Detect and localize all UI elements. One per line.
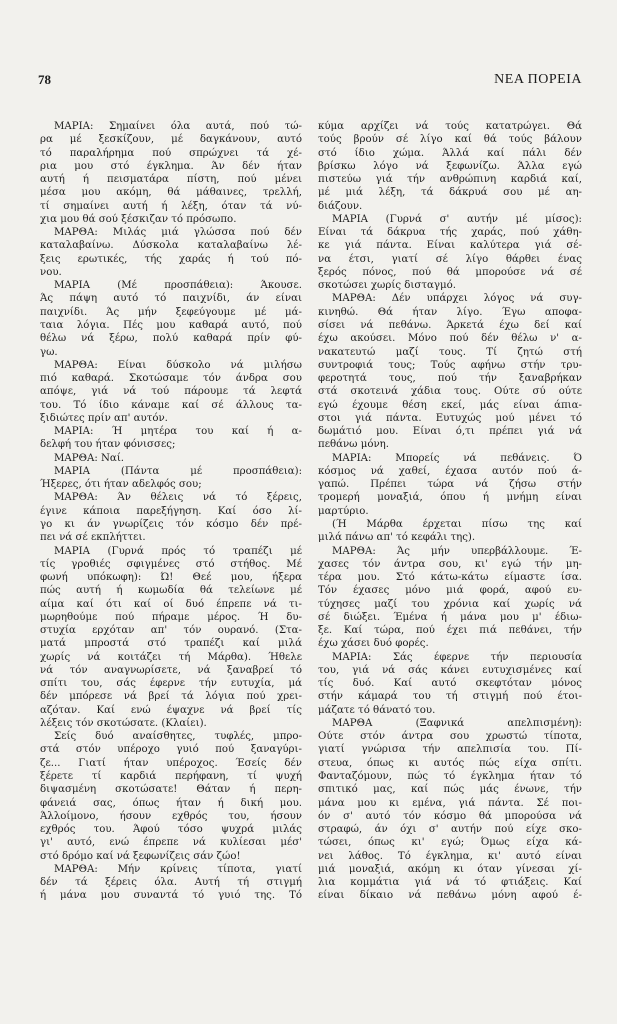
text-line: πιστεύω γιά τήν ανθρώπινη καρδιά καί, [318,174,582,186]
text-line: γω. [40,346,58,358]
text-line: φεροτητά τους, πού τήν ξαναβρήκαν [318,373,582,385]
text-line: βρίσκω λόγο νά ξεφωνίζω. Άλλα εγώ [318,160,582,172]
text-line: μωρηθούμε πού πήραμε μέρος. Ή δυ- [40,611,302,623]
text-line: πεθάνω μόνη. [318,439,390,451]
text-line: δωμάτιό μου. Είναι ό,τι πρέπει γιά νά [318,426,582,438]
text-line: αυτή ή πεισματάρα πίστη, πού μένει [40,174,302,186]
text-line: λέξεις τόν σκοτώσατε. (Κλαίει). [40,717,207,729]
text-line: ΜΑΡΙΑ (Γυρνά πρός τό τραπέζι μέ [54,545,302,557]
text-line: Ήξερες, ότι ήταν αδελφός σου; [40,479,202,491]
text-line: δέν μπόρεσε νά βρεί τά λόγια πού χρει- [40,691,302,703]
text-line: στήν κάμαρά του τή στιγμή πού έτοι- [318,691,582,703]
text-line: εχθρός του. Άφού τόσο ψυχρά μιλάς [40,824,302,836]
text-line: ζε... Γιατί ήταν υπέροχος. Έσείς δέν [40,757,302,769]
text-line: τίς δυό. Καί αυτό σκεφτόταν μόνος [318,678,582,690]
text-line: μέ μιά λέξη, τά δάκρυά σου μέ αη- [318,187,582,199]
left-text-column [40,120,302,903]
text-line: δέν τά ξέρεις όλα. Αυτή τή στιγμή [40,877,302,889]
text-line: σέ διώξει. Έμένα ή μάνα μου μ' έδιω- [318,611,582,623]
text-line: μάνα μου κι εμένα, γιά πάντα. Σέ ποι- [318,797,582,809]
text-line: γιατί γνώρισα τήν απελπισία του. Πί- [318,744,582,756]
text-line: ξέρετε τί καρδιά περήφανη, τί ψυχή [40,771,302,783]
text-line: Σείς δυό αναίσθητες, τυφλές, μπρο- [54,731,302,743]
text-line: κόσμος νά χαθεί, έχασα αυτόν πού ά- [318,465,582,477]
text-line: έχω ακούσει. Μόνο πού δέν θέλω ν' α- [318,333,582,345]
text-line: τί σημαίνει αυτή ή λέξη, όταν τά νύ- [40,200,302,212]
text-line: νου. [40,266,62,278]
text-line: ρια μου στό έγκλημα. Άν δέν ήταν [40,160,302,172]
text-line: θέλω νά ξέρω, πολύ καθαρά πρίν φύ- [40,333,302,345]
text-line: του, γιά νά σάς κάνει ευτυχισμένες καί [318,664,582,676]
text-line: κε γιά πάντα. Είναι καλύτερα γιά σέ- [318,240,582,252]
text-line: όν σ' αυτό τόν κόσμο θά μπορούσα νά [318,810,582,822]
text-line: Φανταζόμουν, πώς τό έγκλημα ήταν τό [318,771,582,783]
page-number: 78 [38,72,51,87]
text-line: μαρτύριο. [318,505,369,517]
text-line: νει λάθος. Τό έγκλημα, κι' αυτό είναι [318,850,582,862]
text-line: έγινε κάποια παρεξήγηση. Καί όσο λί- [40,505,302,517]
text-line: έχω χάσει δυό φορές. [318,638,429,650]
text-line: απόψε, γιά νά τού πάρουμε τά λεφτά [40,386,302,398]
text-line: ή μάνα μου συναντά τό γυιό της. Τό [40,890,302,902]
text-line: ταια λόγια. Πές μου καθαρά αυτό, πού [40,319,302,331]
text-line: μιλά πάνω απ' τό κεφάλι της). [318,532,476,544]
text-line: σίσει νά πεθάνω. Άρκετά έχω δεί καί [318,319,582,331]
text-line: ματά μπροστά στό τραπέζι καί μιλά [40,638,302,650]
text-line: λια κομμάτια γιά νά τό φτιάξεις. Καί [318,877,582,889]
text-line: ξερός πόνος, πού θά μπορούσε νά σέ [318,266,582,278]
text-line: ΜΑΡΘΑ: Είναι δύσκολο νά μιλήσω [54,359,302,371]
text-line: στοι γιά πάντα. Ευτυχώς μού μένει τό [318,412,582,424]
text-line: ΜΑΡΘΑ: Άς μήν υπερβάλλουμε. Έ- [332,545,582,557]
text-line: Είναι τά δάκρυα τής χαράς, πού χάθη- [318,227,582,239]
text-line: πιό καθαρά. Σκοτώσαμε τόν άνδρα σου [40,373,302,385]
text-line: (Ή Μάρθα έρχεται πίσω της καί [332,518,582,530]
text-line: στό ίδιο χώμα. Άλλά καί πάλι δέν [318,147,582,159]
text-line: να έτσι, γιατί σέ λίγο θάρθει ένας [318,253,582,265]
text-line: του. Τό ίδιο κάναμε καί σέ άλλους τα- [40,399,302,411]
text-line: στό δρόμο καί νά ξεφωνίζεις σάν ζώο! [40,850,241,862]
text-line: ΜΑΡΘΑ: Μιλάς μιά γλώσσα πού δέν [54,227,302,239]
text-line: παιχνίδι. Άς μήν ξεφεύγουμε μέ μά- [40,306,302,318]
text-line: ΜΑΡΙΑ (Πάντα μέ προσπάθεια): [54,465,302,477]
text-line: ξεις ερωτικές, τής χαράς ή τού πό- [40,253,302,265]
text-line: ΜΑΡΘΑ: Μήν κρίνεις τίποτα, γιατί [54,863,302,875]
text-line: στυχία ερχόταν απ' τόν ουρανό. (Στα- [40,625,302,637]
text-line: γο κι άν γνωρίζεις τόν κόσμο δέν πρέ- [40,518,302,530]
text-line: ξιδιώτες πρίν απ' αυτόν. [40,412,168,424]
text-line: ΜΑΡΙΑ: Σημαίνει όλα αυτά, πού τώ- [54,121,302,132]
text-line: γι' αυτό, ενώ έπρεπε νά κυλίεσαι μέσ' [40,837,302,849]
text-line: φωνή υπόκωφη): Ώ! Θεέ μου, ήξερα [40,572,302,584]
text-line: Ούτε στόν άντρα σου χρωστώ τίποτα, [318,731,582,743]
text-line: είναι δίκαιο νά πεθάνω μόνη αφού έ- [318,890,582,902]
text-line: φάνειά σας, όπως ήταν ή δική μου. [40,797,302,809]
text-line: πει νά σέ εκπλήττει. [40,532,146,544]
text-line: νακατευτώ μαζί τους. Τί ζητώ στή [318,346,582,358]
text-line: στευα, όπως κι αυτός πώς είχα σπίτι. [318,757,582,769]
text-line: τρομερή μοναξιά, όπου ή μνήμη είναι [318,492,582,504]
text-line: καταλαβαίνω. Δύσκολα καταλαβαίνω λέ- [40,240,302,252]
text-line: χασες τόν άντρα σου, κι' εγώ τήν μη- [318,558,582,570]
text-line: τό παραλήρημα πού σπρώχνει τά χέ- [40,147,302,159]
text-line: νά τόν αναγνωρίσετε, νά ξαναβρεί τό [40,664,302,676]
journal-title: ΝΕΑ ΠΟΡΕΙΑ [494,72,582,87]
text-line: σπιτικό μας, καί πώς μάς ένωνε, τήν [318,784,582,796]
text-line: Άς πάψη αυτό τό παιχνίδι, άν είναι [40,293,302,305]
text-line: ΜΑΡΙΑ (Μέ προσπάθεια): Άκουσε. [54,280,302,292]
text-line: αζόταν. Καί ενώ έψαχνε νά βρεί τίς [40,704,302,716]
text-line: ΜΑΡΙΑ: Μπορείς νά πεθάνεις. Ό [332,452,582,464]
text-line: τίς γροθιές σφιγμένες στό στήθος. Μέ [40,558,302,570]
text-line: τύχησες μαζί του χρόνια καί χωρίς νά [318,598,582,610]
text-line: συντροφιά τους; Τούς αφήνω στήν τρυ- [318,359,582,371]
text-line: ξε. Καί τώρα, πού έχει πιά πεθάνει, τήν [318,625,582,637]
right-text-column [318,120,582,903]
text-line: τούς βρούν σέ λίγο καί θά τούς βάλουν [318,134,582,146]
text-line: μιά μοναξιά, ακόμη κι όταν γίνεσαι χί- [318,863,582,875]
text-line: κινηθώ. Θά ήταν λίγο. Έγω αποφα- [318,306,582,318]
text-line: σκοτώσει χωρίς δισταγμό. [318,280,456,292]
text-line: χωρίς νά κοιτάζει τή Μάρθα). Ήθελε [40,651,302,663]
text-line: ΜΑΡΘΑ: Δέν υπάρχει λόγος νά συγ- [332,293,582,305]
text-line: ΜΑΡΘΑ (Ξαφνικά απελπισμένη): [332,717,582,729]
text-line: Τόν έχασες μόνο μιά φορά, αφού ευ- [318,585,582,597]
text-line: Άλλοίμονο, ήσουν εχθρός του, ήσουν [40,810,302,822]
text-line: στά σκοτεινά χάδια τους. Ούτε σύ ούτε [318,386,582,398]
text-line: ΜΑΡΘΑ: Ναί. [54,452,125,464]
text-line: διψασμένη σκοτώσατε! Θάταν ή περη- [40,784,302,796]
text-line: ΜΑΡΘΑ: Άν θέλεις νά τό ξέρεις, [54,492,302,504]
text-line: τέρα μου. Στό κάτω-κάτω είμαστε ίσα. [318,572,582,584]
text-line: διάζουν. [318,200,363,212]
text-line: χια μου θά σού ξέσκιζαν τό πρόσωπο. [40,213,237,225]
text-line: τώσει, όπως κι' εγώ; Όμως είχα κά- [318,837,582,849]
text-line: ρα μέ ξεσκίζουν, μέ δαγκάνουν, αυτό [40,134,302,146]
text-line: κύμα αρχίζει νά τούς κατατρώγει. Θά [318,121,582,132]
text-line: ΜΑΡΙΑ: Σάς έφερνε τήν περιουσία [332,651,582,663]
text-line: μέσα μου ακόμη, θά μάθαινες, τρελλή, [40,187,302,199]
text-line: στραφώ, άν όχι σ' αυτήν πού είχε σκο- [318,824,582,836]
text-line: αίμα καί ότι καί οί δυό έπρεπε νά τι- [40,598,302,610]
text-line: σπίτι του, σάς έφερνε τήν ευτυχία, μά [40,678,302,690]
text-line: ΜΑΡΙΑ (Γυρνά σ' αυτήν μέ μίσος): [332,213,582,225]
page-header [38,72,582,90]
text-line: μάζατε τό θάνατό του. [318,704,436,716]
text-line: ΜΑΡΙΑ: Ή μητέρα του καί ή α- [54,426,302,438]
text-line: πώς αυτή ή κωμωδία θά τελείωνε μέ [40,585,302,597]
text-line: εγώ έχουμε θέση εκεί, μάς είναι άπια- [318,399,582,411]
text-line: δελφή του ήταν φόνισσες; [40,439,176,451]
text-line: στά στόν υπέροχο γυιό πού ξαναγύρι- [40,744,302,756]
text-line: γαπώ. Πρέπει τώρα νά ζήσω στήν [318,479,582,491]
